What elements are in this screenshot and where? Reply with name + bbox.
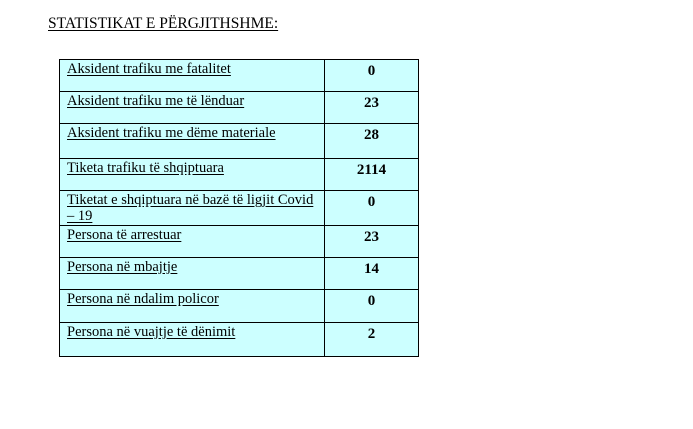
table-row <box>60 226 419 258</box>
table-row <box>60 124 419 159</box>
row-label-cell <box>60 92 325 124</box>
row-value: 14 <box>325 258 419 290</box>
row-label-cell <box>60 226 325 258</box>
row-label: Aksident trafiku me dëme materiale <box>67 125 276 141</box>
row-label-cell <box>60 159 325 191</box>
row-label: Persona në ndalim policor <box>67 291 219 307</box>
row-value: 28 <box>325 124 419 159</box>
row-value: 23 <box>325 226 419 258</box>
row-label: Tiketat e shqiptuara në bazë të ligjit Covid – 19 <box>67 192 314 224</box>
row-label: Aksident trafiku me të lënduar <box>67 93 245 109</box>
table-row <box>60 159 419 191</box>
row-value: 23 <box>325 92 419 124</box>
row-label-cell <box>60 60 325 92</box>
row-value: 0 <box>325 191 419 226</box>
table-row <box>60 323 419 357</box>
table-row <box>60 191 419 226</box>
row-value: 2 <box>325 323 419 357</box>
table-row <box>60 60 419 92</box>
section-heading: STATISTIKAT E PËRGJITHSHME: <box>48 15 279 32</box>
table-row <box>60 290 419 323</box>
row-label: Persona në vuajtje të dënimit <box>67 324 236 340</box>
row-label: Persona në mbajtje <box>67 259 178 275</box>
row-label-cell <box>60 290 325 323</box>
row-label-cell <box>60 124 325 159</box>
table-row <box>60 92 419 124</box>
table-row <box>60 258 419 290</box>
row-value: 2114 <box>325 159 419 191</box>
row-label-cell <box>60 258 325 290</box>
row-label-cell <box>60 323 325 357</box>
row-label: Tiketa trafiku të shqiptuara <box>67 160 224 176</box>
statistics-table <box>59 59 419 357</box>
row-label: Aksident trafiku me fatalitet <box>67 61 231 77</box>
row-value: 0 <box>325 290 419 323</box>
row-label-cell <box>60 191 325 226</box>
row-value: 0 <box>325 60 419 92</box>
row-label: Persona të arrestuar <box>67 227 182 243</box>
